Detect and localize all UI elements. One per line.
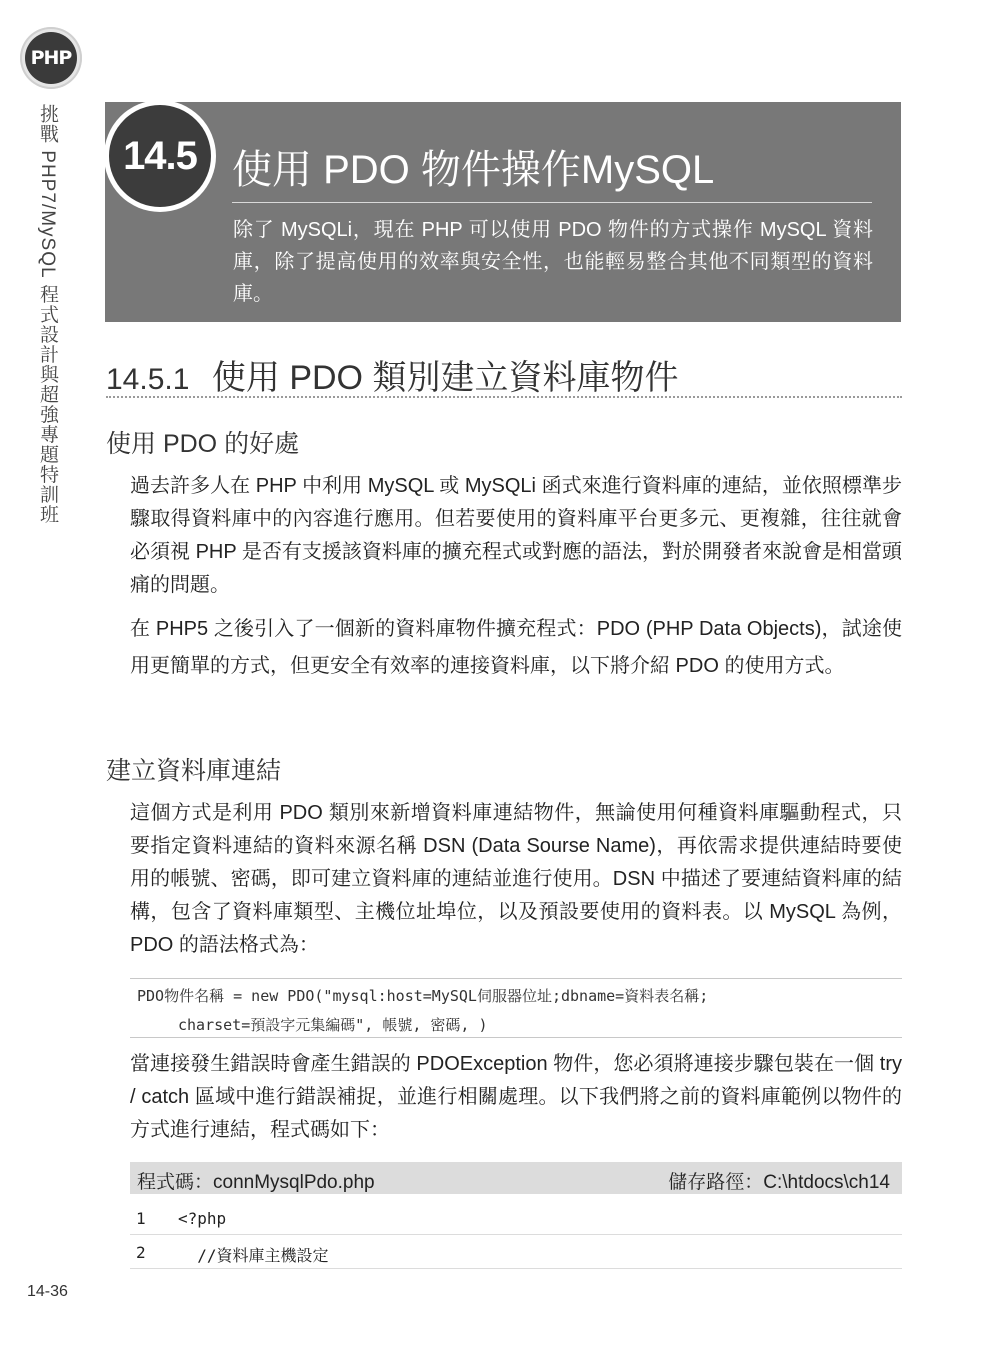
paragraph-connection-2: 當連接發生錯誤時會產生錯誤的 PDOException 物件，您必須將連接步驟包裝在一個 try / catch 區域中進行錯誤補捉，並進行相關處理。以下我們將之前的資料庫範例以物件的方式進行連結，程式碼如下： (130, 1053, 902, 1141)
syntax-line-1: PDO物件名稱 = new PDO("mysql:host=MySQL伺服器位址;dbname=資料表名稱; (137, 987, 709, 1005)
syntax-line-2: charset=預設字元集編碼", 帳號, 密碼, ) (178, 1016, 488, 1034)
php-logo-text: PHP (25, 32, 77, 84)
line-number: 2 (136, 1243, 146, 1262)
heading-pdo-benefits: 使用 PDO 的好處 (106, 430, 300, 458)
section-intro: 除了 MySQLi，現在 PHP 可以使用 PDO 物件的方式操作 MySQL 資料庫，除了提高使用的效率與安全性，也能輕易整合其他不同類型的資料庫。 (233, 219, 873, 305)
page-number: 14-36 (27, 1283, 68, 1300)
book-title-vertical: 挑戰 PHP7/MySQL 程式設計與超強專題特訓班 (37, 104, 58, 525)
syntax-box (130, 978, 902, 1038)
code-listing-header (130, 1162, 902, 1194)
heading-create-connection: 建立資料庫連結 (106, 757, 282, 785)
paragraph-benefits-2: 在 PHP5 之後引入了一個新的資料庫物件擴充程式：PDO (PHP Data Objects)，試途使用更簡單的方式，但更安全有效率的連接資料庫，以下將介紹 PDO 的使用方式。 (130, 618, 902, 677)
code-text: //資料庫主機設定 (178, 1246, 329, 1265)
subsection-heading (106, 350, 902, 398)
code-line (130, 1201, 902, 1235)
paragraph-connection-1: 這個方式是利用 PDO 類別來新增資料庫連結物件，無論使用何種資料庫驅動程式，只要指定資料連結的資料來源名稱 DSN (Data Sourse Name)，再依需求提供連結時要使用的帳號、密碼，即可建立資料庫的連結並進行使用。DSN 中描述了要連結資料庫的結構，包含了資料庫類型、主機位址埠位，以及預設要使用的資料表。以 MySQL 為例，PDO 的語法格式為： (130, 802, 902, 956)
paragraph-benefits-1: 過去許多人在 PHP 中利用 MySQL 或 MySQLi 函式來進行資料庫的連結，並依照標準步驟取得資料庫中的內容進行應用。但若要使用的資料庫平台更多元、更複雜，往往就會必須視 PHP 是否有支援該資料庫的擴充程式或對應的語法，對於開發者來說會是相當頭痛的問題。 (130, 475, 902, 596)
code-line (130, 1235, 902, 1269)
code-save-path: 儲存路徑：C:\htdocs\ch14 (668, 1172, 890, 1193)
banner-divider (232, 202, 872, 203)
code-file-name: 程式碼：connMysqlPdo.php (137, 1172, 375, 1193)
php-logo (20, 27, 82, 89)
subsection-number: 14.5.1 (106, 363, 190, 396)
section-number: 14.5 (109, 105, 211, 207)
code-text: <?php (178, 1209, 227, 1228)
subsection-title: 使用 PDO 類別建立資料庫物件 (211, 359, 679, 397)
section-number-badge (104, 100, 216, 212)
line-number: 1 (136, 1209, 146, 1228)
section-title: 使用 PDO 物件操作MySQL (232, 148, 715, 192)
